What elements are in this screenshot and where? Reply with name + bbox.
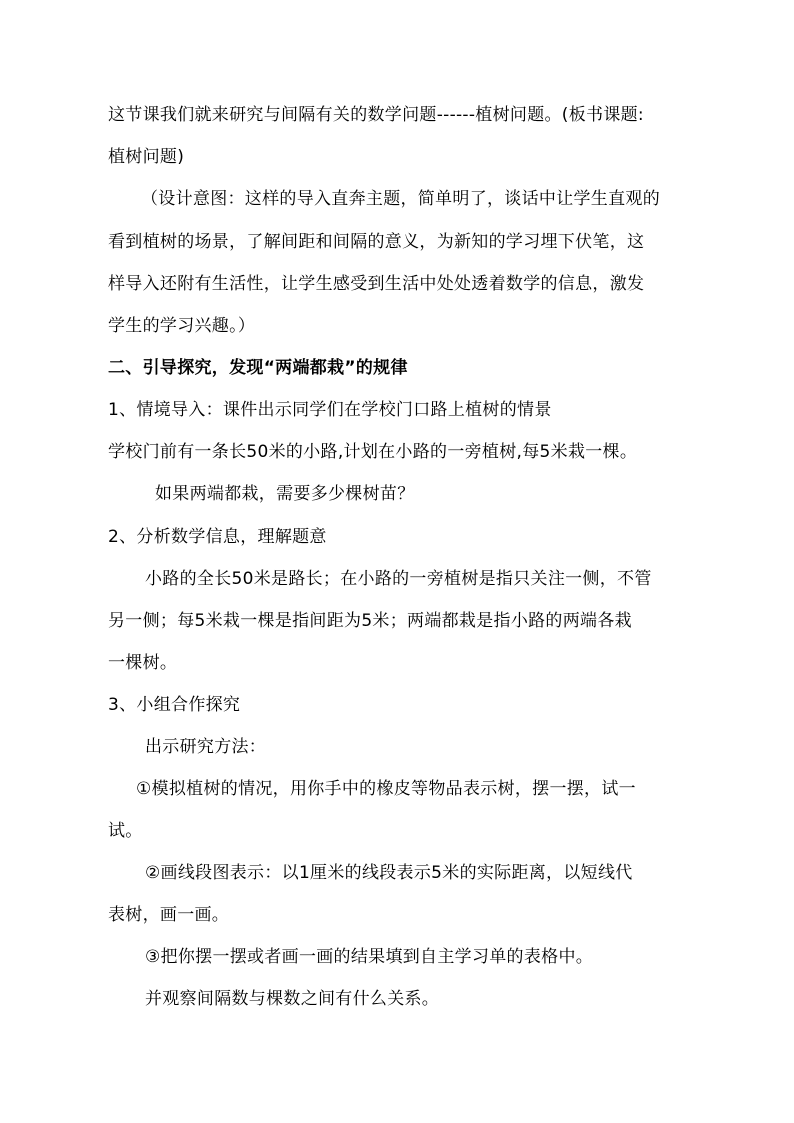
analysis-line: 小路的全长50米是路长；在小路的一旁植树是指只关注一侧，不管 (145, 569, 652, 589)
analysis-line: 另一侧；每5米栽一棵是指间距为5米；两端都栽是指小路的两端各栽 (108, 611, 632, 631)
method-item: ①模拟植树的情况，用你手中的橡皮等物品表示树，摆一摆，试一 (136, 779, 636, 799)
design-intent-line: （设计意图：这样的导入直奔主题，简单明了，谈话中让学生直观的 (141, 189, 660, 209)
design-intent-line: 看到植树的场景，了解间距和间隔的意义，为新知的学习埋下伏笔，这 (108, 232, 645, 252)
step-heading: 3、小组合作探究 (108, 695, 241, 715)
method-item: 表树，画一画。 (108, 905, 230, 925)
paragraph-line: 植树问题) (108, 147, 185, 167)
step-heading: 1、情境导入：课件出示同学们在学校门口路上植树的情景 (108, 400, 552, 420)
method-item: 并观察间隔数与棵数之间有什么关系。 (145, 989, 440, 1009)
analysis-line: 一棵树。 (108, 653, 178, 673)
method-heading: 出示研究方法： (145, 737, 267, 757)
problem-question: 如果两端都栽，需要多少棵树苗？ (155, 484, 415, 504)
design-intent-line: 样导入还附有生活性，让学生感受到生活中处处透着数学的信息，激发 (108, 274, 645, 294)
section-heading: 二、引导探究，发现“两端都栽”的规律 (108, 358, 408, 378)
method-item: ③把你摆一摆或者画一画的结果填到自主学习单的表格中。 (145, 947, 594, 967)
method-item: ②画线段图表示：以1厘米的线段表示5米的实际距离，以短线代 (145, 863, 633, 883)
problem-text: 学校门前有一条长50米的小路,计划在小路的一旁植树,每5米栽一棵。 (108, 442, 638, 462)
design-intent-line: 学生的学习兴趣。） (108, 316, 256, 336)
paragraph-line: 这节课我们就来研究与间隔有关的数学问题------植树问题。(板书课题: (108, 105, 644, 125)
method-item: 试。 (108, 821, 143, 841)
step-heading: 2、分析数学信息，理解题意 (108, 527, 327, 547)
